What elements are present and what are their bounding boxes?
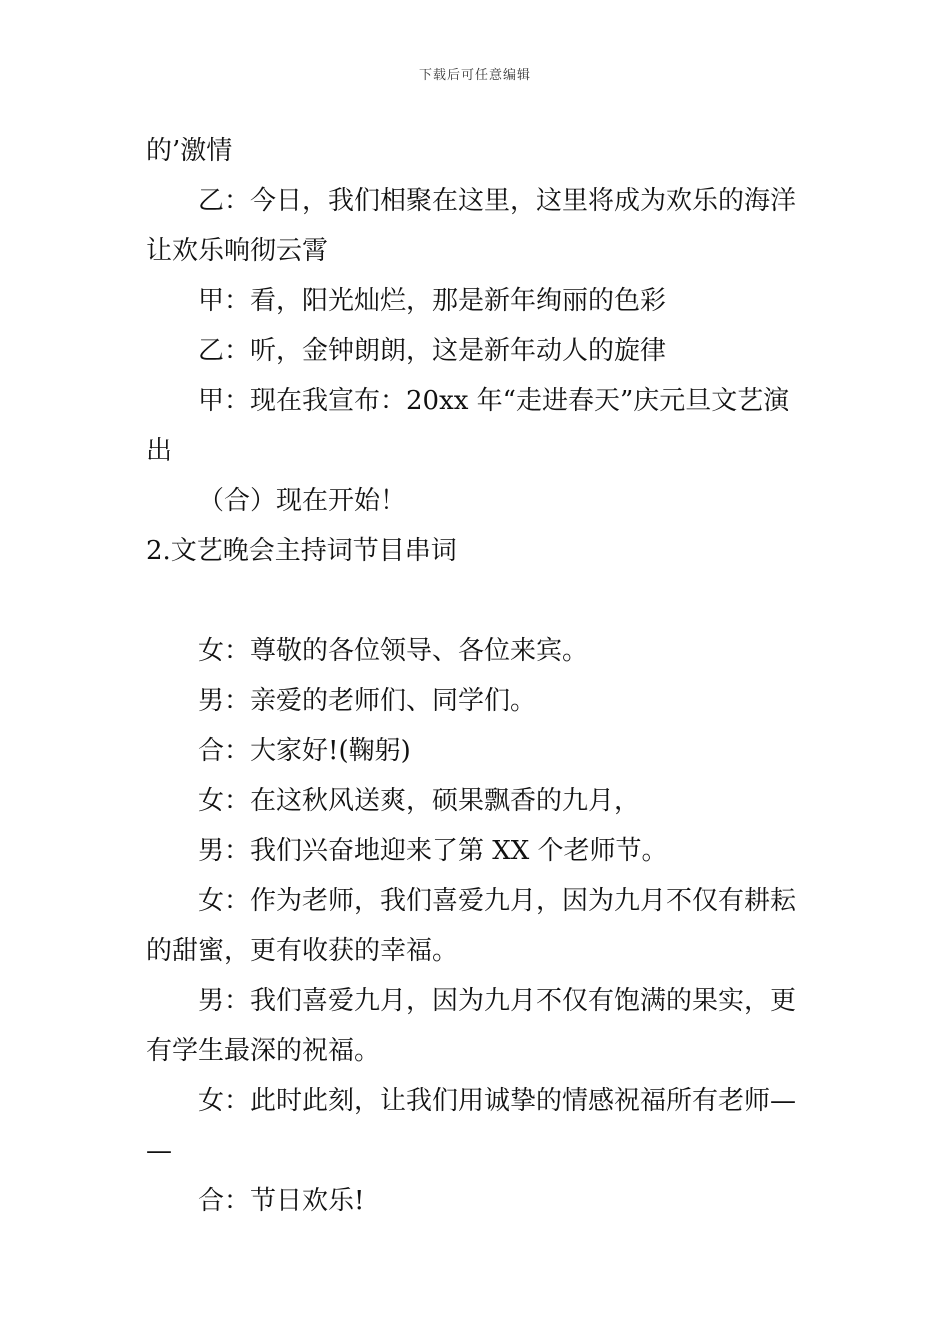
- text-line: 男：我们兴奋地迎来了第 XX 个老师节。: [198, 836, 668, 866]
- text-line: 女：在这秋风送爽，硕果飘香的九月，: [198, 786, 641, 816]
- text-line: —: [146, 1136, 172, 1166]
- text-line: 女：作为老师，我们喜爱九月，因为九月不仅有耕耘: [198, 886, 797, 916]
- text-line: 出: [146, 436, 173, 466]
- text-line: 合：节日欢乐!: [198, 1186, 365, 1216]
- text-line: 乙：今日，我们相聚在这里，这里将成为欢乐的海洋: [198, 186, 797, 216]
- text-line: 合：大家好!(鞠躬): [198, 736, 411, 766]
- text-line: 2.文艺晚会主持词节目串词: [146, 536, 457, 566]
- document-body: [146, 126, 808, 1226]
- text-line: 男：亲爱的老师们、同学们。: [198, 686, 537, 716]
- text-line: 甲：看，阳光灿烂，那是新年绚丽的色彩: [198, 286, 667, 316]
- text-line: 女：此时此刻，让我们用诚挚的情感祝福所有老师—: [198, 1086, 797, 1116]
- text-line: 甲：现在我宣布：20xx 年“走进春天”庆元旦文艺演: [198, 386, 790, 416]
- text-line: 的’激情: [146, 136, 233, 166]
- text-line: （合）现在开始！: [198, 486, 407, 516]
- blank-line: [146, 576, 808, 626]
- text-line: 女：尊敬的各位领导、各位来宾。: [198, 636, 589, 666]
- page-header: 下载后可任意编辑: [418, 68, 531, 83]
- text-line: 有学生最深的祝福。: [146, 1036, 381, 1066]
- text-line: 男：我们喜爱九月，因为九月不仅有饱满的果实，更: [198, 986, 797, 1016]
- text-line: 乙：听，金钟朗朗，这是新年动人的旋律: [198, 336, 667, 366]
- text-line: 让欢乐响彻云霄: [146, 236, 329, 266]
- text-line: 的甜蜜，更有收获的幸福。: [146, 936, 459, 966]
